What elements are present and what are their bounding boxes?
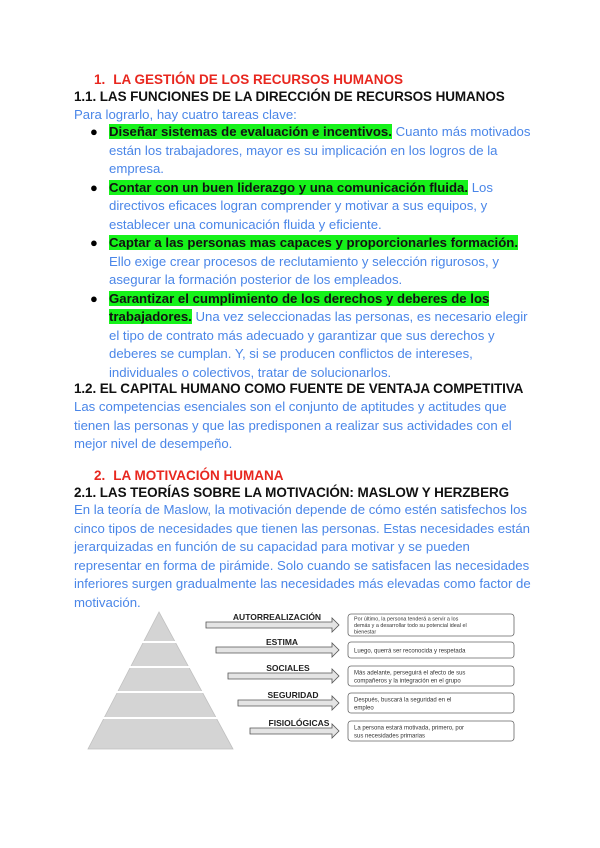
- list-item: [74, 123, 536, 179]
- item-text: Ello exige crear procesos de reclutamiento y selección rigurosos, y asegurar la formación posterior de los empleados.: [109, 253, 499, 287]
- list-item: [74, 290, 536, 383]
- pyramid-shape: [88, 612, 233, 749]
- note-text: Por último, la persona tenderá a servir a los: [354, 616, 459, 623]
- item-text: Los directivos eficaces logran comprender y motivar a sus equipos, y establecer una comunicación fluida y eficiente.: [109, 179, 493, 232]
- level-notes: [348, 614, 514, 741]
- level-label: SEGURIDAD: [267, 690, 319, 700]
- bullet-icon: ●: [90, 290, 98, 306]
- item-highlight: Captar a las personas mas capaces y proporcionarles formación.: [109, 235, 518, 250]
- subsection-1-1-title: 1.1. LAS FUNCIONES DE LA DIRECCIÓN DE RECURSOS HUMANOS: [74, 89, 505, 104]
- key-tasks-list: [74, 123, 536, 382]
- section-1-heading: [94, 72, 403, 87]
- level-arrows: [206, 611, 339, 738]
- note-text: Después, buscará la seguridad en el: [354, 697, 452, 704]
- item-highlight: Contar con un buen liderazgo y una comunicación fluida.: [109, 179, 469, 195]
- list-item: [74, 234, 536, 290]
- section-1-title: LA GESTIÓN DE LOS RECURSOS HUMANOS: [113, 72, 404, 87]
- bullet-icon: ●: [90, 235, 98, 250]
- note-text: Más adelante, perseguirá el afecto de sus: [354, 670, 466, 677]
- subsection-2-1-text: En la teoría de Maslow, la motivación depende de cómo estén satisfechos los cinco tipos de necesidades que tienen las personas. Estas necesidades están jerarquizadas en función de su capacidad para motivar y se pueden representar en forma de pirámide. Solo cuando se satisfacen las necesidades inferiores surgen gradualmente las necesidades más elevadas como factor de motivación.: [74, 502, 531, 610]
- level-label: SOCIALES: [266, 663, 310, 673]
- section-1-number: 1.: [94, 72, 106, 87]
- subsection-1-1-intro: Para lograrlo, hay cuatro tareas clave:: [74, 107, 297, 122]
- subsection-1-2-text: Las competencias esenciales son el conjunto de aptitudes y actitudes que tienen las personas y que las predisponen a realizar sus actividades con el mejor nivel de desempeño.: [74, 399, 512, 451]
- item-highlight: Diseñar sistemas de evaluación e incentivos.: [109, 124, 392, 139]
- maslow-pyramid-diagram: [84, 604, 520, 754]
- note-text: Luego, querrá ser reconocida y respetada: [354, 648, 466, 655]
- bullet-icon: ●: [90, 179, 98, 195]
- level-label: AUTORREALIZACIÓN: [232, 612, 322, 622]
- section-2-heading: [94, 468, 284, 483]
- note-text: demás y a desarrollar todo su potencial ideal el: [354, 622, 467, 629]
- list-item: [74, 179, 536, 235]
- item-text: Una vez seleccionadas las personas, es necesario elegir el tipo de contrato más adecuado y garantizar que sus derechos y deberes se cumplan. Y, si se producen conflictos de intereses, individuales o colectivos, tratar de solucionarlos.: [109, 309, 528, 380]
- subsection-1-2-title: 1.2. EL CAPITAL HUMANO COMO FUENTE DE VENTAJA COMPETITIVA: [74, 381, 524, 396]
- note-text: empleo: [354, 705, 374, 712]
- note-text: sus necesidades primarias: [354, 733, 426, 740]
- subsection-2-1-title: 2.1. LAS TEORÍAS SOBRE LA MOTIVACIÓN: MASLOW Y HERZBERG: [74, 485, 510, 500]
- note-text: compañeros y la integración en el grupo: [354, 678, 461, 685]
- item-highlight: Garantizar el cumplimiento de los derechos y deberes de los trabajadores.: [109, 290, 490, 324]
- note-text: La persona estará motivada, primero, por: [354, 725, 465, 732]
- section-2-title: LA MOTIVACIÓN HUMANA: [113, 468, 284, 483]
- section-2-number: 2.: [94, 468, 106, 483]
- bullet-icon: ●: [90, 124, 98, 139]
- level-label: FISIOLÓGICAS: [268, 718, 330, 728]
- note-text: bienestar: [354, 629, 377, 636]
- level-label: ESTIMA: [265, 637, 299, 647]
- item-text: Cuanto más motivados están los trabajadores, mayor es su implicación en los logros de la empresa.: [109, 124, 531, 176]
